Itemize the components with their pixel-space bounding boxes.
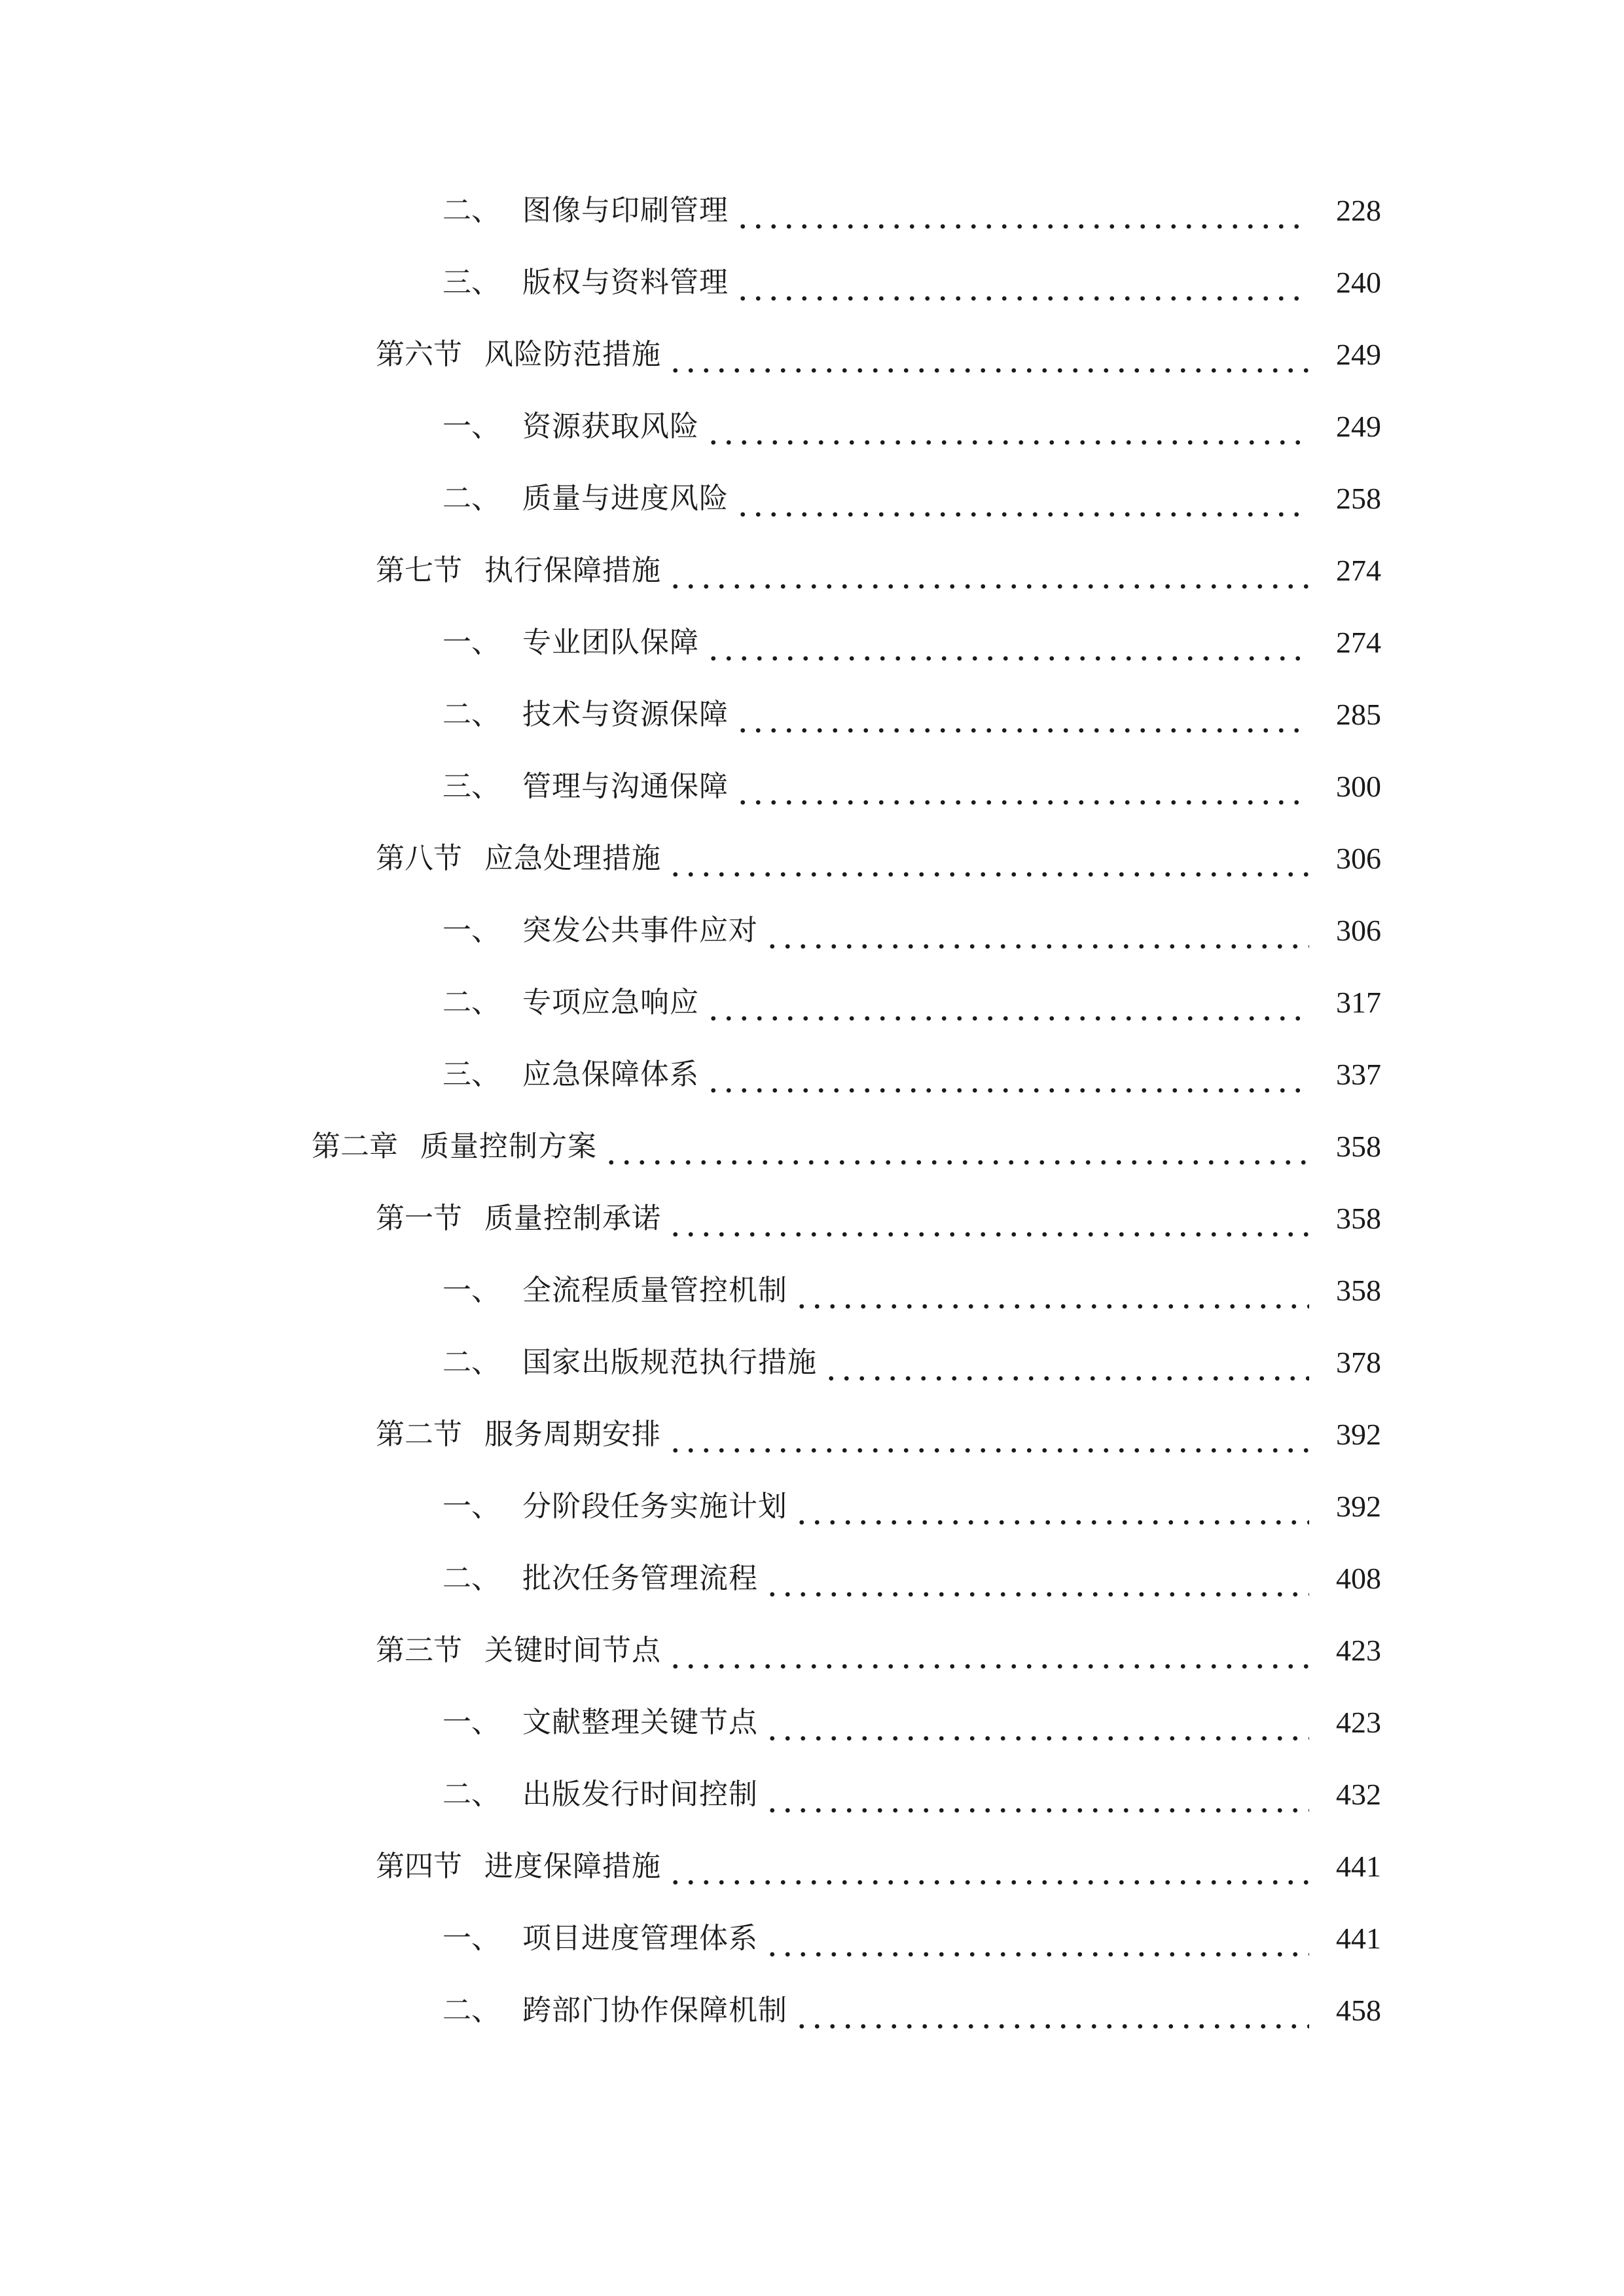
toc-entry-20[interactable] bbox=[442, 1552, 1381, 1605]
toc-entry-number: 二、 bbox=[442, 482, 500, 515]
toc-entry-page-number: 458 bbox=[1336, 1994, 1381, 2027]
toc-entry-page-number: 441 bbox=[1336, 1850, 1381, 1883]
toc-entry-number: 一、 bbox=[442, 1922, 500, 1955]
toc-entry-page-number: 441 bbox=[1336, 1922, 1381, 1955]
toc-entry-title: 执行保障措施 bbox=[484, 554, 661, 587]
toc-dot-leader bbox=[735, 761, 1309, 813]
toc-entry-page-number: 285 bbox=[1336, 698, 1381, 731]
toc-dot-leader bbox=[668, 1193, 1309, 1245]
toc-entry-9[interactable] bbox=[442, 761, 1381, 813]
toc-dot-leader bbox=[765, 905, 1309, 957]
toc-entry-15[interactable] bbox=[376, 1193, 1381, 1245]
toc-dot-leader bbox=[668, 1408, 1309, 1461]
toc-entry-18[interactable] bbox=[376, 1408, 1381, 1461]
toc-entry-page-number: 423 bbox=[1336, 1634, 1381, 1667]
toc-entry-title: 版权与资料管理 bbox=[522, 266, 729, 299]
toc-entry-number: 一、 bbox=[442, 1274, 500, 1307]
toc-entry-10[interactable] bbox=[376, 833, 1381, 885]
toc-entry-page-number: 258 bbox=[1336, 482, 1381, 515]
toc-entry-22[interactable] bbox=[442, 1696, 1381, 1749]
toc-entry-title: 图像与印刷管理 bbox=[522, 194, 729, 227]
toc-entry-25[interactable] bbox=[442, 1912, 1381, 1965]
toc-entry-19[interactable] bbox=[442, 1480, 1381, 1533]
toc-dot-leader bbox=[765, 1912, 1309, 1965]
toc-entry-title: 资源获取风险 bbox=[522, 410, 699, 443]
toc-entry-number: 第七节 bbox=[376, 554, 462, 587]
toc-entry-number: 一、 bbox=[442, 410, 500, 443]
toc-entry-title: 进度保障措施 bbox=[484, 1850, 661, 1883]
toc-entry-number: 二、 bbox=[442, 1562, 500, 1595]
toc-dot-leader bbox=[706, 617, 1309, 669]
toc-entry-page-number: 317 bbox=[1336, 986, 1381, 1019]
toc-entry-page-number: 408 bbox=[1336, 1562, 1381, 1595]
toc-entry-number: 二、 bbox=[442, 986, 500, 1019]
toc-entry-number: 一、 bbox=[442, 626, 500, 659]
toc-entry-number: 二、 bbox=[442, 1994, 500, 2027]
toc-entry-number: 第二章 bbox=[312, 1130, 398, 1163]
toc-entry-title: 跨部门协作保障机制 bbox=[522, 1994, 787, 2027]
toc-entry-number: 一、 bbox=[442, 1706, 500, 1739]
toc-entry-page-number: 249 bbox=[1336, 410, 1381, 443]
toc-dot-leader bbox=[706, 977, 1309, 1029]
toc-dot-leader bbox=[823, 1336, 1309, 1389]
toc-entry-title: 突发公共事件应对 bbox=[522, 914, 758, 947]
toc-dot-leader bbox=[706, 401, 1309, 453]
toc-entry-number: 三、 bbox=[442, 770, 500, 803]
toc-entry-number: 一、 bbox=[442, 914, 500, 947]
toc-entry-number: 二、 bbox=[442, 1346, 500, 1379]
toc-dot-leader bbox=[668, 545, 1309, 597]
toc-entry-title: 专项应急响应 bbox=[522, 986, 699, 1019]
toc-entry-1[interactable] bbox=[442, 185, 1381, 237]
toc-dot-leader bbox=[668, 833, 1309, 885]
toc-entry-13[interactable] bbox=[442, 1049, 1381, 1101]
toc-entry-page-number: 358 bbox=[1336, 1274, 1381, 1307]
toc-entry-number: 第六节 bbox=[376, 338, 462, 371]
toc-entry-page-number: 358 bbox=[1336, 1130, 1381, 1163]
toc-entry-26[interactable] bbox=[442, 1984, 1381, 2037]
toc-dot-leader bbox=[668, 329, 1309, 381]
toc-entry-16[interactable] bbox=[442, 1265, 1381, 1317]
toc-entry-14[interactable] bbox=[312, 1121, 1381, 1173]
toc-dot-leader bbox=[604, 1121, 1309, 1173]
toc-entry-23[interactable] bbox=[442, 1768, 1381, 1821]
toc-entry-12[interactable] bbox=[442, 977, 1381, 1029]
toc-entry-title: 风险防范措施 bbox=[484, 338, 661, 371]
toc-entry-3[interactable] bbox=[376, 329, 1381, 381]
toc-entry-page-number: 240 bbox=[1336, 266, 1381, 299]
toc-entry-title: 全流程质量管控机制 bbox=[522, 1274, 787, 1307]
toc-entry-page-number: 378 bbox=[1336, 1346, 1381, 1379]
toc-dot-leader bbox=[765, 1768, 1309, 1821]
toc-entry-title: 项目进度管理体系 bbox=[522, 1922, 758, 1955]
toc-dot-leader bbox=[735, 689, 1309, 741]
toc-entry-4[interactable] bbox=[442, 401, 1381, 453]
toc-entry-title: 文献整理关键节点 bbox=[522, 1706, 758, 1739]
toc-entry-number: 二、 bbox=[442, 1778, 500, 1811]
toc-entry-number: 第四节 bbox=[376, 1850, 462, 1883]
toc-entry-title: 管理与沟通保障 bbox=[522, 770, 729, 803]
toc-dot-leader bbox=[765, 1696, 1309, 1749]
toc-entry-number: 第八节 bbox=[376, 842, 462, 875]
toc-entry-page-number: 274 bbox=[1336, 626, 1381, 659]
toc-entry-17[interactable] bbox=[442, 1336, 1381, 1389]
toc-entry-page-number: 300 bbox=[1336, 770, 1381, 803]
toc-entry-number: 第三节 bbox=[376, 1634, 462, 1667]
toc-entry-title: 出版发行时间控制 bbox=[522, 1778, 758, 1811]
toc-entry-8[interactable] bbox=[442, 689, 1381, 741]
toc-entry-page-number: 274 bbox=[1336, 554, 1381, 587]
toc-entry-page-number: 432 bbox=[1336, 1778, 1381, 1811]
toc-dot-leader bbox=[668, 1624, 1309, 1677]
toc-entry-11[interactable] bbox=[442, 905, 1381, 957]
toc-entry-7[interactable] bbox=[442, 617, 1381, 669]
toc-dot-leader bbox=[735, 257, 1309, 309]
toc-dot-leader bbox=[735, 473, 1309, 525]
toc-entry-number: 三、 bbox=[442, 266, 500, 299]
toc-dot-leader bbox=[735, 185, 1309, 237]
toc-entry-title: 分阶段任务实施计划 bbox=[522, 1490, 787, 1523]
toc-entry-24[interactable] bbox=[376, 1840, 1381, 1893]
toc-entry-title: 国家出版规范执行措施 bbox=[522, 1346, 817, 1379]
toc-entry-number: 第二节 bbox=[376, 1418, 462, 1451]
toc-entry-title: 应急处理措施 bbox=[484, 842, 661, 875]
toc-entry-5[interactable] bbox=[442, 473, 1381, 525]
toc-entry-page-number: 337 bbox=[1336, 1058, 1381, 1091]
toc-entry-title: 批次任务管理流程 bbox=[522, 1562, 758, 1595]
toc-entry-page-number: 249 bbox=[1336, 338, 1381, 371]
toc-entry-page-number: 228 bbox=[1336, 194, 1381, 227]
toc-dot-leader bbox=[668, 1840, 1309, 1893]
toc-entry-page-number: 306 bbox=[1336, 842, 1381, 875]
toc-entry-page-number: 306 bbox=[1336, 914, 1381, 947]
toc-dot-leader bbox=[794, 1480, 1309, 1533]
toc-entry-title: 质量控制方案 bbox=[420, 1130, 597, 1163]
toc-entry-title: 专业团队保障 bbox=[522, 626, 699, 659]
toc-entry-page-number: 423 bbox=[1336, 1706, 1381, 1739]
toc-entry-6[interactable] bbox=[376, 545, 1381, 597]
toc-dot-leader bbox=[765, 1552, 1309, 1605]
toc-entry-number: 二、 bbox=[442, 698, 500, 731]
toc-dot-leader bbox=[706, 1049, 1309, 1101]
toc-entry-title: 应急保障体系 bbox=[522, 1058, 699, 1091]
toc-entry-2[interactable] bbox=[442, 257, 1381, 309]
toc-entry-title: 关键时间节点 bbox=[484, 1634, 661, 1667]
toc-dot-leader bbox=[794, 1265, 1309, 1317]
toc-entry-number: 三、 bbox=[442, 1058, 500, 1091]
toc-entry-title: 质量控制承诺 bbox=[484, 1202, 661, 1235]
toc-entry-number: 第一节 bbox=[376, 1202, 462, 1235]
toc-entry-number: 一、 bbox=[442, 1490, 500, 1523]
toc-entry-title: 技术与资源保障 bbox=[522, 698, 729, 731]
toc-entry-21[interactable] bbox=[376, 1624, 1381, 1677]
toc-entry-page-number: 392 bbox=[1336, 1418, 1381, 1451]
toc-entry-title: 服务周期安排 bbox=[484, 1418, 661, 1451]
toc-entry-title: 质量与进度风险 bbox=[522, 482, 729, 515]
toc-dot-leader bbox=[794, 1984, 1309, 2037]
toc-entry-number: 二、 bbox=[442, 194, 500, 227]
toc-entry-page-number: 358 bbox=[1336, 1202, 1381, 1235]
toc-entry-page-number: 392 bbox=[1336, 1490, 1381, 1523]
